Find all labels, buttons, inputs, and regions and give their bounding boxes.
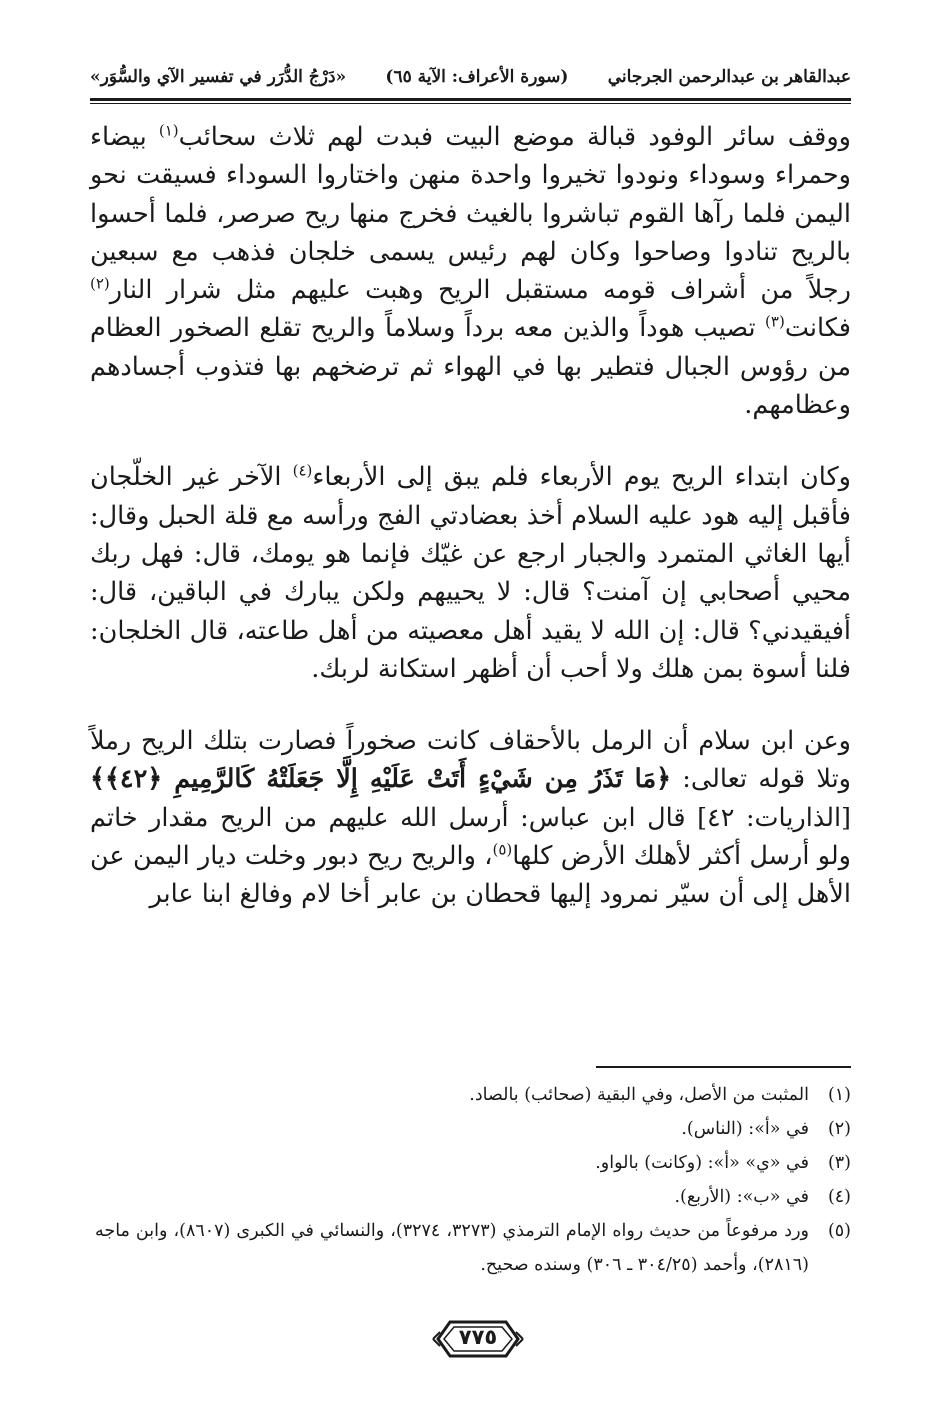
paragraph-1-text-d: تصيب هوداً والذين معه برداً وسلاماً والريح تقلع الصخور العظام من رؤوس الجبال فتطير بها في الهواء ثم ترضخهم بها فتذوب أجسادهم وعظامهم. xyxy=(90,313,851,421)
footnote-number: (١) xyxy=(827,1085,851,1105)
paragraph-2-text-b: الآخر غير الخلّجان فأقبل إليه هود عليه السلام أخذ بعضادتي الفج ورأسه مع قلة الحبل وقال: أيها الغاثي المتمرد والجبار ارجع عن غيّك فإنما هو يومك، قال: فهل ربك محيي أصحابي إن آمنت؟ قال: لا يحييهم ولكن يبارك في الباقين، قال: أفيقيدني؟ قال: إن الله لا يقيد أهل معصيته من أهل طاعته، قال الخلجان: فلنا أسوة بمن هلك ولا أحب أن أظهر استكانة لربك. xyxy=(90,462,851,684)
paragraph-2-text-a: وكان ابتداء الريح يوم الأربعاء فلم يبق إلى الأربعاء xyxy=(312,462,851,493)
paragraph-3-text-b: [الذاريات: ٤٢] قال ابن عباس: أرسل الله عليهم من الريح مقدار خاتم ولو أرسل أكثر لأهلك الأرض كلها xyxy=(90,802,852,872)
footnote-ref-1: (١) xyxy=(158,121,179,140)
footnote-number: (٥) xyxy=(827,1221,851,1241)
footnote-2 xyxy=(95,1112,851,1146)
paragraph-3 xyxy=(90,722,851,913)
footnotes xyxy=(95,1078,851,1282)
header-rule-thin xyxy=(90,103,851,104)
footnote-4 xyxy=(95,1180,851,1214)
paragraph-1-text-a: ووقف سائر الوفود قبالة موضع البيت فبدت لهم ثلاث سحائب xyxy=(178,122,851,152)
header-author: عبدالقاهر بن عبدالرحمن الجرجاني xyxy=(607,67,851,87)
footnote-number: (٢) xyxy=(827,1119,851,1139)
paragraph-3-text-a: وعن ابن سلام أن الرمل بالأحقاف كانت صخوراً فصارت بتلك الريح رملاً وتلا قوله تعالى: xyxy=(90,726,851,795)
footnote-ref-3: (٣) xyxy=(765,312,785,331)
running-header xyxy=(90,62,851,92)
footnote-text: في «ي» «أ»: (وكانت) بالواو. xyxy=(595,1153,809,1173)
paragraph-1 xyxy=(90,118,851,424)
paragraph-2 xyxy=(90,458,851,688)
footnote-text: في «ب»: (الأربع). xyxy=(674,1187,809,1207)
footnote-ref-5: (٥) xyxy=(492,840,513,859)
paragraph-1-text-b: بيضاء وحمراء وسوداء ونودوا تخيروا واحدة منهن واختاروا السوداء فسيقت نحو اليمن فلما رآها القوم تباشروا بالغيث فخرج منها ريح صرصر، فلما أحسوا بالريح تنادوا وصاحوا وكان لهم رئيس يسمى خلجان فذهب مع سبعين رجلاً من أشراف قومه مستقبل الريح وهبت عليهم مثل شرار النار xyxy=(90,122,851,306)
footnote-1 xyxy=(95,1078,851,1112)
header-surah-reference: (سورة الأعراف: الآية ٦٥) xyxy=(385,67,569,87)
page-number: ٧٧٥ xyxy=(458,1325,498,1349)
footnote-3 xyxy=(95,1146,851,1180)
footnote-ref-4: (٤) xyxy=(292,461,313,480)
footnote-text: المثبت من الأصل، وفي البقية (صحائب) بالصاد. xyxy=(469,1085,809,1105)
footnote-text: ورد مرفوعاً من حديث رواه الإمام الترمذي (٣٢٧٣، ٣٢٧٤)، والنسائي في الكبرى (٨٦٠٧)، وابن ماجه (٢٨١٦)، وأحمد (٣٠٤/٢٥ ـ ٣٠٦) وسنده صحيح. xyxy=(95,1221,810,1275)
footnote-number: (٤) xyxy=(827,1187,851,1207)
page-number-ornament xyxy=(432,1316,524,1362)
paragraph-3-text-c: ، والريح ريح دبور وخلت ديار اليمن عن الأهل إلى أن سيّر نمرود إليها قحطان بن عابر أخا لام وفالغ ابنا عابر xyxy=(90,841,851,910)
header-book-title: «دَرْجُ الدُّرَر في تفسير الآي والسُّوَر» xyxy=(90,67,347,87)
quran-verse: ﴿مَا تَذَرُ مِن شَيْءٍ أَتَتْ عَلَيْهِ إِلَّا جَعَلَتْهُ كَالرَّمِيمِ ﴿٤٢﴾﴾ xyxy=(90,764,672,795)
footnote-5 xyxy=(95,1214,851,1282)
main-text xyxy=(90,118,851,914)
footnote-text: في «أ»: (الناس). xyxy=(681,1119,809,1139)
footnote-ref-2: (٢) xyxy=(90,274,110,293)
paragraph-1-text-c: فكانت xyxy=(784,313,851,344)
header-rule-thick xyxy=(90,98,851,101)
footnote-separator xyxy=(596,1066,851,1068)
footnote-number: (٣) xyxy=(827,1153,851,1173)
